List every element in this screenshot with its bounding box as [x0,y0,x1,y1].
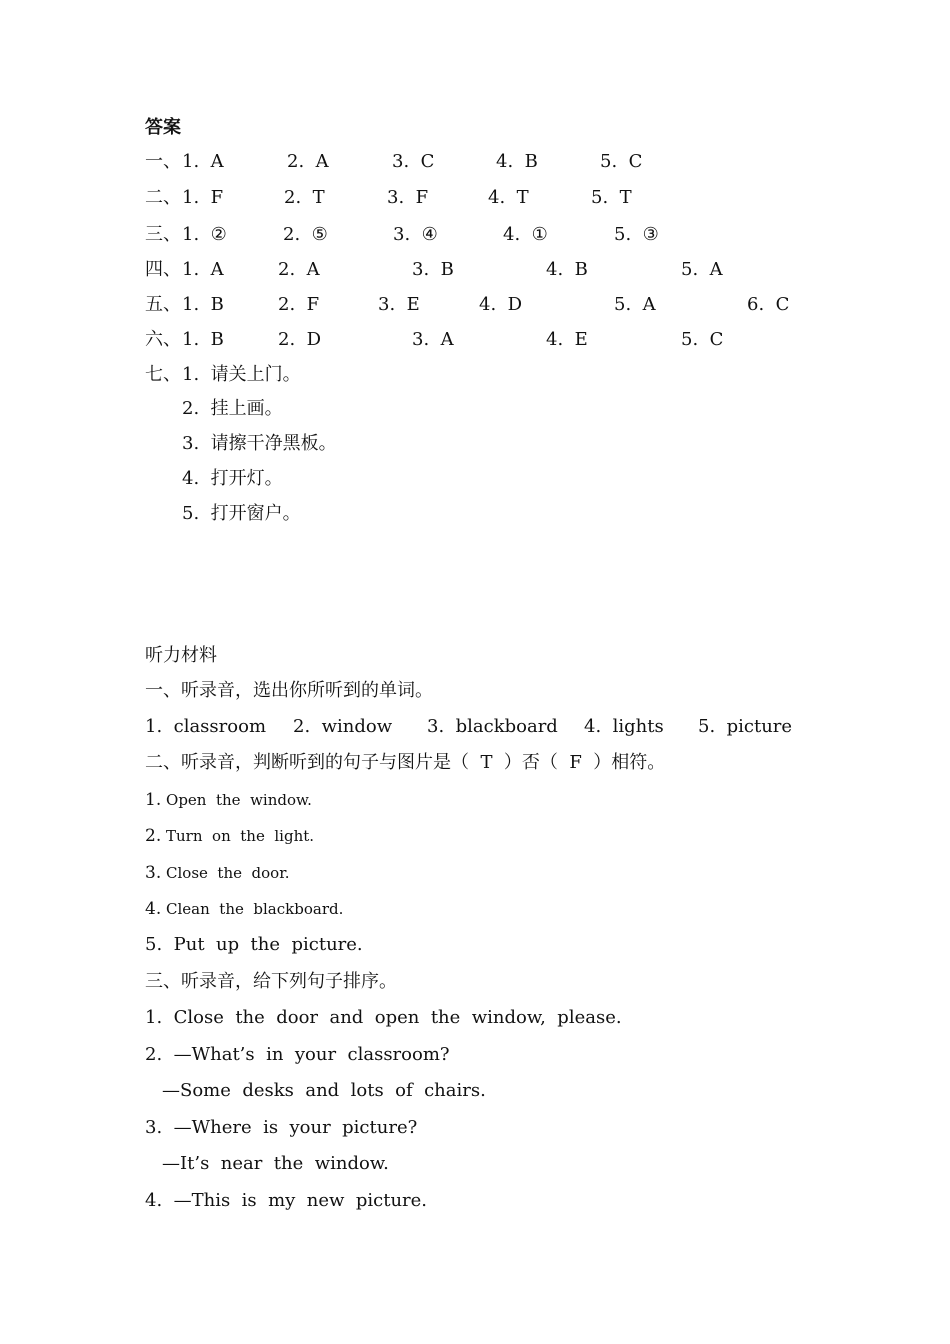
answer-row-5-prefix: 五、 [145,294,181,315]
part1-heading: 一、听录音，选出你所听到的单词。 [145,680,433,701]
part3-heading: 三、听录音，给下列句子排序。 [145,971,397,992]
answer-row-1-prefix: 一、 [145,151,181,172]
dialog-line: 3. —Where is your picture? [145,1117,418,1138]
answer-row-5-item: 2. F [278,294,320,315]
answer-row-4-item: 1. A [182,259,224,280]
dialog-line: 4. —This is my new picture. [145,1190,428,1211]
translation-item: 2. 挂上画。 [182,398,283,419]
sentence-item: 1. Open the window. [145,790,312,810]
word-item: 1. classroom [145,716,267,737]
answer-row-3-item: 4. ① [503,224,548,245]
sentence-item: 3. Close the door. [145,863,290,883]
translation-item: 1. 请关上门。 [182,364,301,385]
listening-title: 听力材料 [145,645,217,666]
dialog-line: —Some desks and lots of chairs. [162,1080,486,1101]
sentence-item: 2. Turn on the light. [145,826,315,846]
answer-row-5-item: 3. E [378,294,420,315]
word-item: 4. lights [584,716,664,737]
answer-row-6-prefix: 六、 [145,329,181,350]
answer-row-2-item: 5. T [591,187,632,208]
answer-row-6-item: 4. E [546,329,588,350]
answer-row-6-item: 5. C [681,329,724,350]
answer-row-4-item: 3. B [412,259,454,280]
answer-row-4-item: 2. A [278,259,320,280]
answer-row-2-item: 3. F [387,187,429,208]
answer-row-4-prefix: 四、 [145,259,181,280]
answer-row-2-prefix: 二、 [145,187,181,208]
sentence-item: 5. Put up the picture. [145,934,363,955]
answer-row-1-item: 5. C [600,151,643,172]
answer-row-2-item: 4. T [488,187,529,208]
dialog-line: 2. —What’s in your classroom? [145,1044,450,1065]
answer-row-3-prefix: 三、 [145,224,181,245]
answer-row-6-item: 2. D [278,329,322,350]
part2-heading: 二、听录音，判断听到的句子与图片是（ T ）否（ F ）相符。 [145,752,666,773]
answer-row-6-item: 3. A [412,329,454,350]
answer-row-2-item: 2. T [284,187,325,208]
answer-row-6-item: 1. B [182,329,224,350]
answer-row-5-item: 1. B [182,294,224,315]
answer-row-3-item: 2. ⑤ [283,224,328,245]
answer-row-5-item: 5. A [614,294,656,315]
answer-row-1-item: 1. A [182,151,224,172]
answer-row-3-item: 3. ④ [393,224,438,245]
word-item: 3. blackboard [427,716,558,737]
answer-row-4-item: 5. A [681,259,723,280]
translation-item: 5. 打开窗户。 [182,503,301,524]
answer-row-7-prefix: 七、 [145,364,181,385]
answer-row-4-item: 4. B [546,259,588,280]
sentence-item: 4. Clean the blackboard. [145,899,344,919]
dialog-line: 1. Close the door and open the window, please. [145,1007,622,1028]
word-item: 2. window [293,716,393,737]
answer-row-3-item: 1. ② [182,224,227,245]
answer-row-5-item: 6. C [747,294,790,315]
answer-row-2-item: 1. F [182,187,224,208]
translation-item: 3. 请擦干净黑板。 [182,433,337,454]
answer-row-1-item: 3. C [392,151,435,172]
answer-row-1-item: 2. A [287,151,329,172]
answer-row-1-item: 4. B [496,151,538,172]
answer-row-5-item: 4. D [479,294,523,315]
answers-title: 答案 [145,117,181,138]
translation-item: 4. 打开灯。 [182,468,283,489]
answer-row-3-item: 5. ③ [614,224,659,245]
word-item: 5. picture [698,716,793,737]
dialog-line: —It’s near the window. [162,1153,389,1174]
